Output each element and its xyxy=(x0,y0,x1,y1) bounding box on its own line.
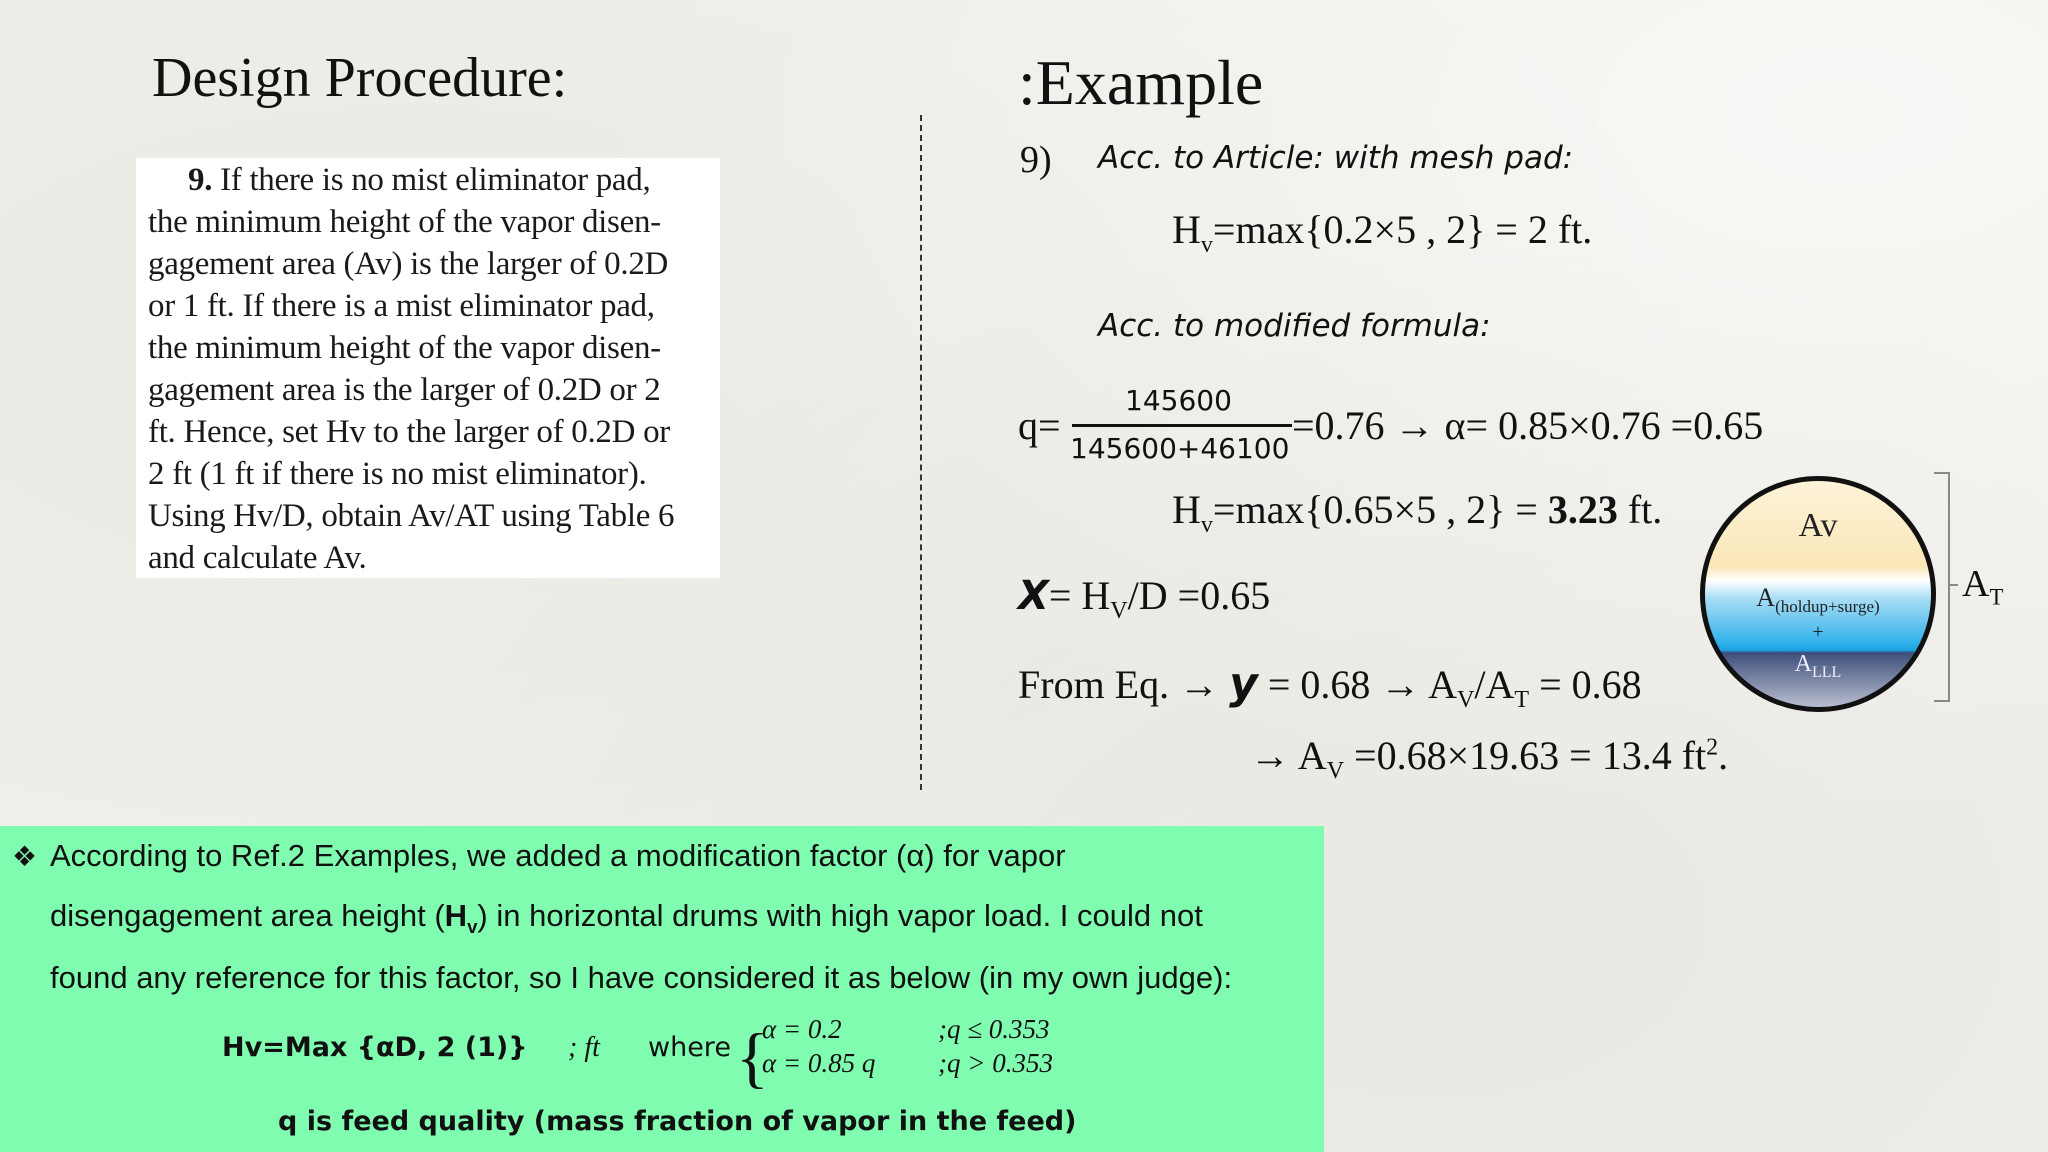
excerpt-image xyxy=(136,158,720,578)
modified-heading: Acc. to modified formula: xyxy=(1098,308,1491,344)
column-divider xyxy=(920,115,922,790)
q-result: =0.76 → α= 0.85×0.76 =0.65 xyxy=(1292,403,1764,448)
vessel-cross-section-diagram xyxy=(1700,476,1936,712)
excerpt-line-8: 2 ft (1 ft if there is no mist eliminator). xyxy=(148,456,647,492)
excerpt-line-4: or 1 ft. If there is a mist eliminator pad, xyxy=(148,288,655,324)
total-area-bracket-tick xyxy=(1948,584,1958,586)
excerpt-line-5: the minimum height of the vapor disen- xyxy=(148,330,661,366)
av-equation: → $A_V =0.68\times 19.63 = 13.4$ $ft^2$. xyxy=(1250,733,1729,784)
fraction-bar xyxy=(1072,424,1292,427)
holdup-surge-label: $A_{(holdup+surge)}$ xyxy=(1756,583,1880,617)
diamond-bullet-icon: ❖ xyxy=(12,842,38,873)
brace-icon: { xyxy=(736,1019,769,1095)
excerpt-line-10: and calculate Av. xyxy=(148,540,367,576)
excerpt-line-3: gagement area (Av) is the larger of 0.2D xyxy=(148,246,669,282)
excerpt-line-2: the minimum height of the vapor disen- xyxy=(148,204,661,240)
formula-unit: ; ft xyxy=(568,1032,600,1063)
fraction-denominator: 145600+46100 xyxy=(1070,432,1290,465)
x-equation: $X= H_V/D =0.65$ xyxy=(1018,573,1271,624)
q-definition: q is feed quality (mass fraction of vapor in the feed) xyxy=(278,1106,1077,1137)
hv-modified-equation: $H_v=\max\{0.65\times 5$ , 2} = 3.23 ft. xyxy=(1172,487,1663,538)
total-area-bracket xyxy=(1934,472,1950,702)
q-prefix: q= xyxy=(1018,403,1061,448)
excerpt-line-7: ft. Hence, set Hv to the larger of 0.2D or xyxy=(148,414,670,450)
case-2-condition: ;q > 0.353 xyxy=(938,1048,1053,1078)
note-line-2: disengagement area height $(H_v)$ in horizontal drums with high vapor load. I could not xyxy=(50,898,1203,938)
plus-label: + xyxy=(1812,621,1824,643)
hv-article-equation: $H_v=\max\{0.2\times 5$ , 2} = 2 ft. xyxy=(1172,207,1593,258)
y-equation: From Eq. → $y = 0.68 \to A_V/A_T = 0.68$ xyxy=(1018,658,1642,713)
case-2: α = 0.85 q xyxy=(762,1048,876,1078)
lll-label: $A_{LLL}$ xyxy=(1794,651,1842,681)
av-region-label: Av xyxy=(1798,507,1838,544)
case-1-condition: ;q ≤ 0.353 xyxy=(938,1014,1050,1044)
excerpt-line-9: Using Hv/D, obtain Av/AT using Table 6 xyxy=(148,498,675,534)
modification-note xyxy=(0,826,1324,1152)
where-label: where xyxy=(648,1032,731,1063)
excerpt-step-number: 9. xyxy=(188,162,213,198)
note-line-3: found any reference for this factor, so I have considered it as below (in my own judge): xyxy=(50,960,1233,995)
note-line-1: According to Ref.2 Examples, we added a modification factor (α) for vapor xyxy=(50,838,1066,873)
excerpt-line-1: 9. If there is no mist eliminator pad, xyxy=(188,162,651,198)
fraction-numerator: 145600 xyxy=(1125,384,1232,417)
right-title: :Example xyxy=(1018,47,1264,118)
left-title: Design Procedure: xyxy=(152,47,568,109)
hv-max-formula: Hv=Max {αD, 2 (1)} xyxy=(222,1032,528,1063)
article-heading: Acc. to Article: with mesh pad: xyxy=(1098,140,1574,176)
total-area-label: $A_T$ xyxy=(1962,563,2004,610)
case-1: α = 0.2 xyxy=(762,1014,842,1044)
excerpt-line-6: gagement area is the larger of 0.2D or 2 xyxy=(148,372,661,408)
step-label: 9) xyxy=(1020,139,1052,181)
